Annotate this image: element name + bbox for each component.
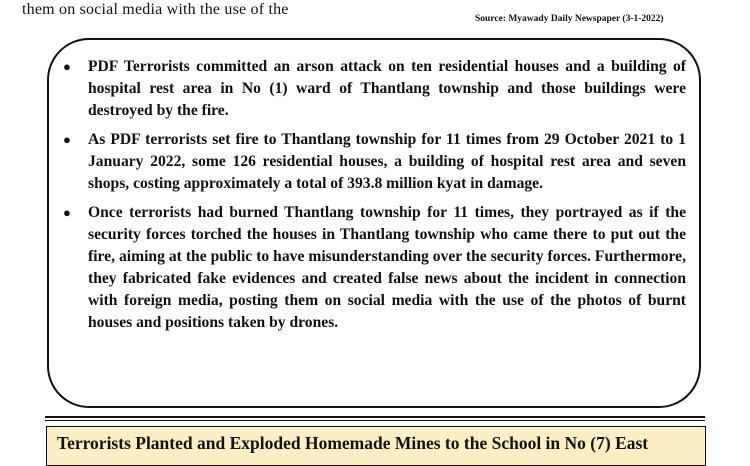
bullet-item-2 bbox=[60, 129, 686, 195]
bullet-icon: ● bbox=[63, 205, 71, 220]
bullet-text-3: Once terrorists had burned Thantlang township for 11 times, they portrayed as if the security forces torched the houses in Thantlang township who came there to put out the fire, aiming at the public to have misunderstanding over the security forces. Furthermore, they fabricated fake evidences and created false news about the incident in connection with foreign media, posting them on social media with the use of the photos of burnt houses and positions taken by drones. bbox=[88, 204, 686, 331]
bullet-icon: ● bbox=[63, 132, 71, 147]
source-citation: Source: Myawady Daily Newspaper (3-1-2022) bbox=[475, 14, 664, 24]
bullet-icon: ● bbox=[63, 59, 71, 74]
bullet-list bbox=[60, 56, 686, 341]
bullet-text-1: PDF Terrorists committed an arson attack on ten residential houses and a building of hospital rest area in No (1) ward of Thantlang township and those buildings were destroyed by the fire. bbox=[88, 58, 686, 119]
bullet-item-3 bbox=[60, 202, 686, 334]
section-divider-thick bbox=[45, 416, 705, 418]
bullet-item-1 bbox=[60, 56, 686, 122]
previous-page-text-fragment: them on social media with the use of the bbox=[22, 1, 289, 18]
next-article-headline bbox=[46, 426, 706, 466]
section-divider-thin bbox=[45, 420, 705, 421]
bullet-text-2: As PDF terrorists set fire to Thantlang township for 11 times from 29 October 2021 to 1 January 2022, some 126 residential houses, a building of hospital rest area and seven shops, costing approximately a total of 393.8 million kyat in damage. bbox=[88, 131, 686, 192]
headline-text: Terrorists Planted and Exploded Homemade Mines to the School in No (7) East bbox=[57, 433, 649, 453]
